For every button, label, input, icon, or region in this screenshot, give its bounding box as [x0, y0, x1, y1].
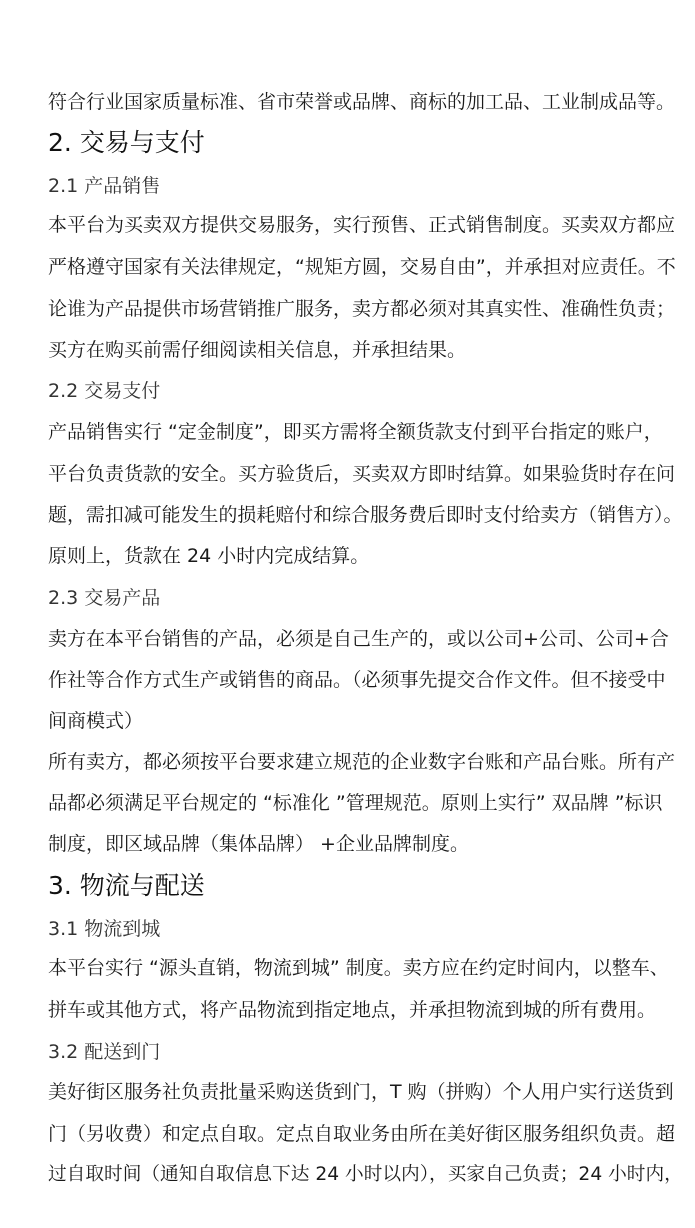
paragraph-line: 严格遵守国家有关法律规定，“规矩方圆，交易自由”，并承担对应责任。不 — [48, 256, 676, 278]
subsection-heading: 2.2 交易支付 — [48, 380, 161, 402]
paragraph-line: 所有卖方，都必须按平台要求建立规范的企业数字台账和产品台账。所有产 — [48, 751, 676, 773]
paragraph-line: 作社等合作方式生产或销售的商品。（必须事先提交合作文件。但不接受中 — [48, 669, 666, 691]
subsection-heading: 3.2 配送到门 — [48, 1041, 161, 1063]
paragraph-line: 论谁为产品提供市场营销推广服务，卖方都必须对其真实性、准确性负责； — [48, 298, 676, 320]
subsection-heading: 3.1 物流到城 — [48, 918, 161, 940]
subsection-heading: 2.1 产品销售 — [48, 175, 161, 197]
paragraph-line: 卖方在本平台销售的产品，必须是自己生产的，或以公司+公司、公司+合 — [48, 628, 669, 650]
paragraph-line: 题，需扣减可能发生的损耗赔付和综合服务费后即时支付给卖方（销售方）。 — [48, 504, 683, 526]
paragraph-line: 本平台实行 “源头直销，物流到城” 制度。卖方应在约定时间内，以整车、 — [48, 957, 669, 979]
subsection-heading: 2.3 交易产品 — [48, 587, 161, 609]
paragraph-line: 原则上，货款在 24 小时内完成结算。 — [48, 545, 370, 567]
section-heading: 3. 物流与配送 — [48, 871, 205, 900]
paragraph-line: 品都必须满足平台规定的 “标准化 ”管理规范。原则上实行” 双品牌 ”标识 — [48, 792, 663, 814]
paragraph-line: 产品销售实行 “定金制度”，即买方需将全额货款支付到平台指定的账户， — [48, 421, 663, 443]
paragraph-line: 符合行业国家质量标准、省市荣誉或品牌、商标的加工品、工业制成品等。 — [48, 91, 676, 113]
paragraph-line: 美好街区服务社负责批量采购送货到门，T 购（拼购）个人用户实行送货到 — [48, 1081, 674, 1103]
paragraph-line: 间商模式） — [48, 710, 144, 732]
paragraph-line: 买方在购买前需仔细阅读相关信息，并承担结果。 — [48, 339, 467, 361]
paragraph-line: 制度，即区域品牌（集体品牌） +企业品牌制度。 — [48, 833, 469, 855]
paragraph-line: 拼车或其他方式，将产品物流到指定地点，并承担物流到城的所有费用。 — [48, 999, 657, 1021]
section-heading: 2. 交易与支付 — [48, 128, 205, 157]
paragraph-line: 过自取时间（通知自取信息下达 24 小时以内），买家自己负责；24 小时内， — [48, 1164, 683, 1185]
paragraph-line: 本平台为买卖双方提供交易服务，实行预售、正式销售制度。买卖双方都应 — [48, 214, 676, 236]
paragraph-line: 门（另收费）和定点自取。定点自取业务由所在美好街区服务组织负责。超 — [48, 1123, 676, 1145]
paragraph-line: 平台负责货款的安全。买方验货后，买卖双方即时结算。如果验货时存在问 — [48, 463, 676, 485]
